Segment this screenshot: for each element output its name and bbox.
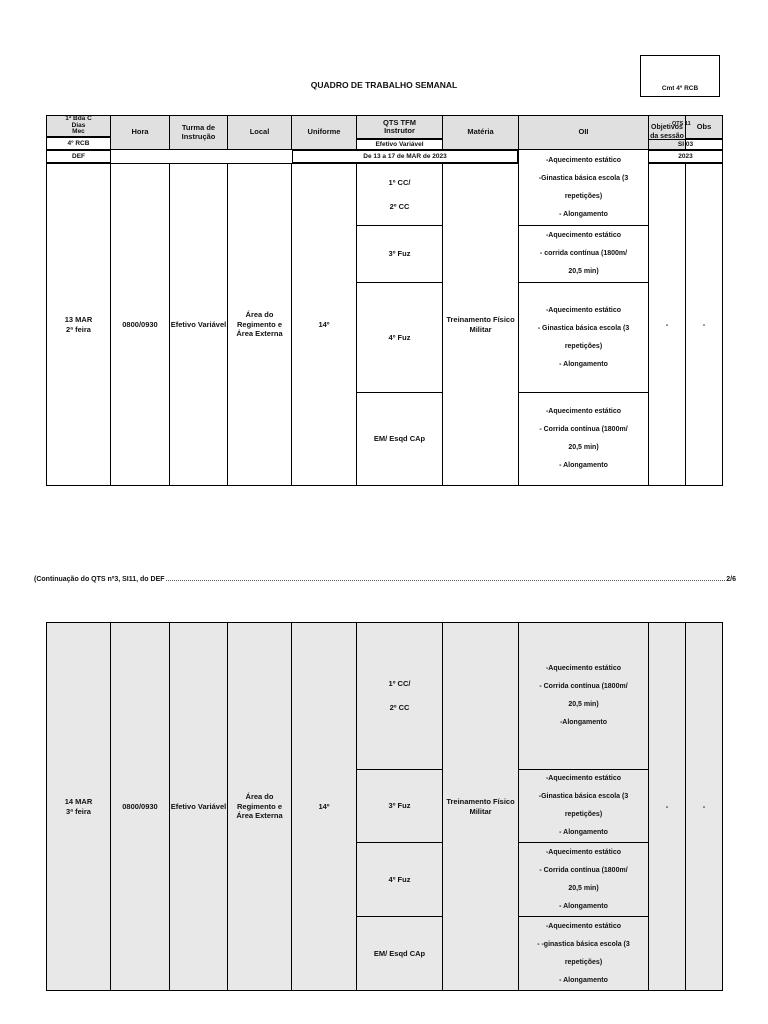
day-date-cell	[46, 622, 111, 991]
oii-line: - Alongamento	[559, 462, 608, 469]
header-local: Local	[227, 115, 292, 150]
header-qts	[356, 115, 443, 139]
header-mec: Mec	[72, 128, 85, 136]
local-cell: Área do Regimento e Área Externa	[227, 163, 292, 486]
objetivos-cell: -	[648, 622, 686, 991]
group-name: 1º CC/	[388, 177, 411, 187]
oii-cell	[518, 282, 649, 393]
document-title: QUADRO DE TRABALHO SEMANAL	[310, 80, 458, 90]
oii-line: - Corrida contínua (1800m/	[539, 866, 628, 874]
oii-line: -Aquecimento estático	[545, 848, 622, 856]
hora-cell: 0800/0930	[110, 622, 170, 991]
header-periodo: De 13 a 17 de MAR de 2023	[292, 150, 518, 163]
header-def-cell: DEF	[46, 150, 111, 163]
oii-cell	[518, 225, 649, 283]
oii-line: 20,5 min)	[568, 444, 599, 451]
oii-line: - Ginastica básica escola (3	[537, 324, 630, 332]
oii-line: -Aquecimento estático	[545, 408, 622, 415]
page-number: 2/6	[726, 576, 736, 583]
oii-line: - Alongamento	[559, 360, 608, 368]
materia-cell: Treinamento Físico Militar	[442, 163, 519, 486]
oii-cell	[518, 916, 649, 991]
header-oii: OII	[518, 115, 649, 150]
turma-cell: Efetivo Variável	[169, 163, 228, 486]
oii-line: - Alongamento	[559, 976, 608, 984]
oii-line: - Alongamento	[559, 210, 608, 218]
day-date-cell	[46, 163, 111, 486]
group-name: 1º CC/	[388, 679, 411, 688]
oii-cell	[518, 769, 649, 843]
group-cell	[356, 163, 443, 226]
oii-cell	[518, 622, 649, 770]
header-dias: Dias	[71, 121, 86, 129]
oii-line: 20,5 min)	[568, 884, 599, 892]
obs-cell: -	[685, 163, 723, 486]
oii-cell	[518, 392, 649, 486]
header-qts-line2: Instrutor	[384, 126, 415, 135]
group-cell: 4º Fuz	[356, 842, 443, 917]
cmt-signature-box	[640, 55, 720, 97]
oii-line: - corrida contínua (1800m/	[539, 250, 628, 257]
oii-line: -Aquecimento estático	[545, 665, 622, 672]
header-bda: 1ª Bda C	[65, 114, 92, 122]
oii-line: 20,5 min)	[568, 701, 599, 708]
group-name-2: 2º CC	[389, 201, 410, 211]
oii-line: - Alongamento	[559, 902, 608, 910]
oii-line: -Ginastica básica escola (3	[538, 793, 629, 800]
oii-cell	[518, 842, 649, 917]
oii-line: repetições)	[564, 958, 603, 966]
continuation-line	[34, 576, 736, 583]
group-cell: 3º Fuz	[356, 225, 443, 283]
day-date: 14 MAR	[64, 796, 93, 806]
oii-line: - Corrida contínua (1800m/	[539, 683, 628, 690]
header-ano: 2023	[648, 150, 723, 163]
uniforme-cell: 14º	[291, 163, 357, 486]
day-date: 13 MAR	[64, 314, 93, 324]
oii-line: - Alongamento	[559, 829, 608, 836]
hora-cell: 0800/0930	[110, 163, 170, 486]
oii-line: repetições)	[564, 192, 603, 200]
oii-line: -Aquecimento estático	[545, 156, 622, 164]
group-cell: 3º Fuz	[356, 769, 443, 843]
group-cell: EM/ Esqd CAp	[356, 916, 443, 991]
local-cell: Área do Regimento e Área Externa	[227, 622, 292, 991]
header-uniforme: Uniforme	[291, 115, 357, 150]
day-weekday: 3ª feira	[66, 806, 91, 816]
header-obs: Obs	[685, 115, 723, 139]
header-turma: Turma de Instrução	[169, 115, 228, 150]
materia-cell: Treinamento Físico Militar	[442, 622, 519, 991]
oii-line: -Alongamento	[559, 719, 608, 726]
oii-line: - -ginastica básica escola (3	[537, 940, 630, 948]
objetivos-cell: -	[648, 163, 686, 486]
oii-line: -Aquecimento estático	[545, 775, 622, 782]
header-objetivos: Objetivos da sessão	[648, 115, 686, 150]
obs-cell: -	[685, 622, 723, 991]
oii-line: -Aquecimento estático	[545, 306, 622, 314]
header-materia: Matéria	[442, 115, 519, 150]
dotted-leader	[166, 580, 726, 581]
oii-line: -Aquecimento estático	[545, 922, 622, 930]
group-cell: 4º Fuz	[356, 282, 443, 393]
header-qts-no: QTS 11	[672, 121, 691, 127]
header-unit-cell	[46, 115, 111, 137]
oii-line: repetições)	[564, 811, 603, 818]
group-name-2: 2º CC	[389, 703, 410, 712]
oii-line: -Ginastica básica escola (3	[538, 174, 629, 182]
header-rcb-cell: 4º RCB	[46, 137, 111, 150]
cmt-label: Cmt 4º RCB	[661, 85, 699, 92]
oii-line: -Aquecimento estático	[545, 232, 622, 239]
group-cell: EM/ Esqd CAp	[356, 392, 443, 486]
oii-line: 20,5 min)	[568, 268, 599, 275]
continuation-text: (Continuação do QTS nº3, SI11, do DEF	[34, 576, 165, 583]
turma-cell: Efetivo Variável	[169, 622, 228, 991]
oii-line: - Corrida contínua (1800m/	[539, 426, 628, 433]
header-hora: Hora	[110, 115, 170, 150]
header-si03: SI 03	[648, 139, 723, 150]
group-cell	[356, 622, 443, 770]
day-weekday: 2ª feira	[66, 324, 91, 334]
oii-line: repetições)	[564, 342, 603, 350]
oii-cell	[518, 149, 649, 226]
uniforme-cell: 14º	[291, 622, 357, 991]
header-efetivo: Efetivo Variável	[356, 139, 443, 150]
header-qts-line1: QTS TFM	[383, 118, 416, 128]
